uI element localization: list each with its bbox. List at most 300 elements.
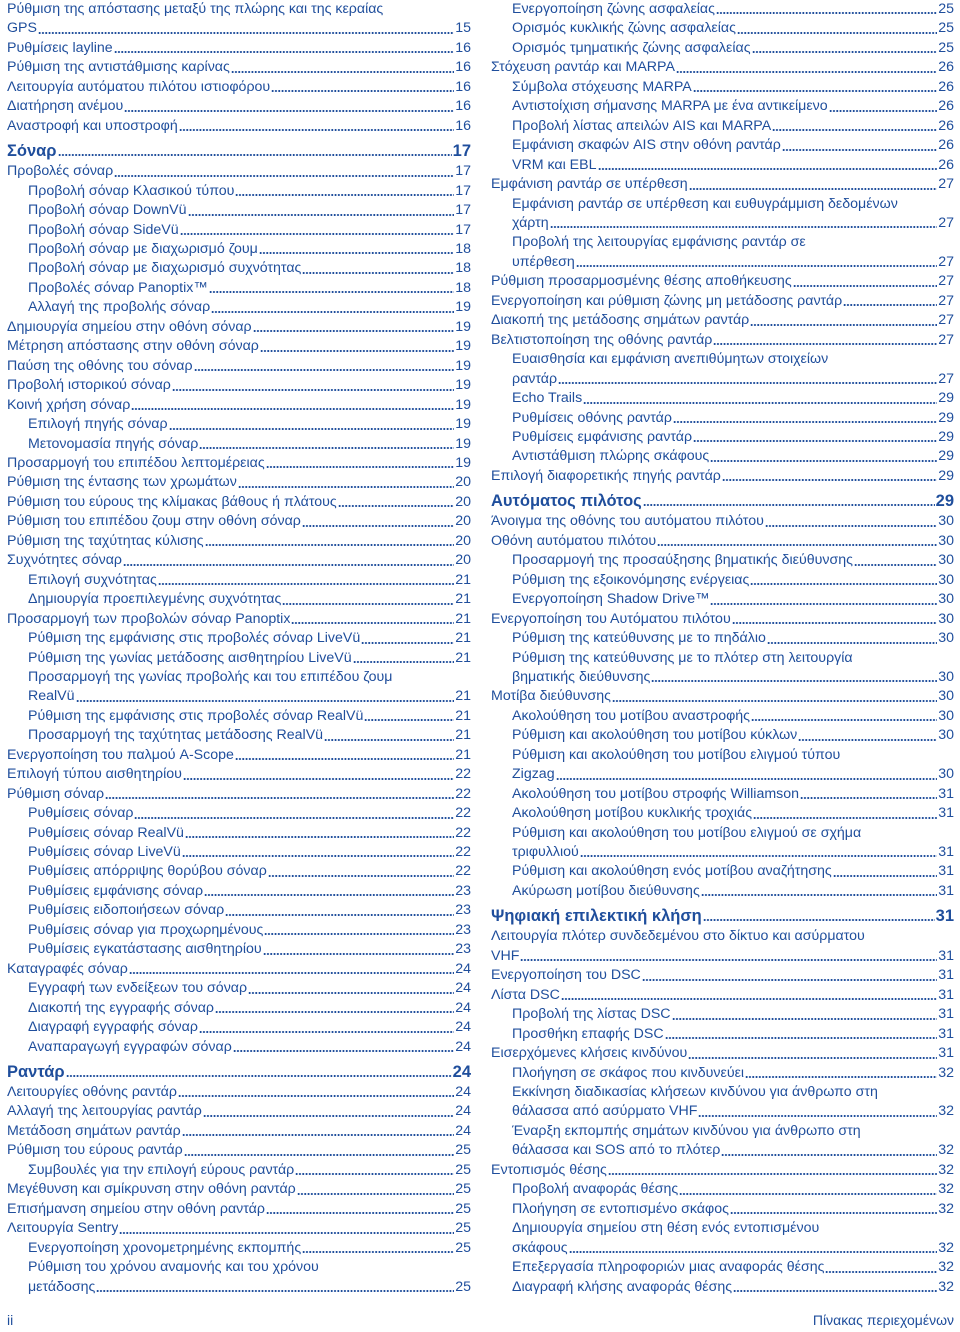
dot-leader bbox=[750, 582, 937, 586]
toc-entry[interactable] bbox=[491, 726, 954, 745]
toc-entry-title: Επιλογή πηγής σόναρ bbox=[28, 416, 168, 433]
toc-page-number: 29 bbox=[938, 467, 954, 484]
toc-entry-title: Προβολή της λειτουργίας εμφάνισης ραντάρ σε bbox=[512, 234, 806, 251]
toc-page-number: 16 bbox=[455, 59, 471, 76]
toc-section-heading[interactable] bbox=[491, 905, 954, 927]
dot-leader bbox=[580, 854, 937, 858]
toc-entry-title: Εμφάνιση ραντάρ σε υπέρθεση και ευθυγράμμιση δεδομένων bbox=[512, 195, 898, 212]
toc-page-number: 32 bbox=[938, 1103, 954, 1120]
toc-entry-title: Προσαρμογή του επιπέδου λεπτομέρειας bbox=[7, 454, 265, 471]
toc-entry[interactable] bbox=[7, 240, 471, 259]
dot-leader bbox=[520, 958, 937, 962]
dot-leader bbox=[235, 193, 454, 197]
toc-entry[interactable] bbox=[491, 986, 954, 1005]
toc-section-title: Ραντάρ bbox=[7, 1063, 65, 1082]
toc-entry[interactable] bbox=[7, 551, 471, 570]
toc-entry[interactable] bbox=[7, 39, 471, 58]
toc-page-number: 31 bbox=[938, 882, 954, 899]
toc-entry[interactable] bbox=[491, 1025, 954, 1044]
toc-entry[interactable] bbox=[7, 318, 471, 337]
toc-entry-title: Ρύθμιση της εμφάνισης στις προβολές σόναρ LiveVü bbox=[28, 630, 361, 647]
toc-entry-title: Παύση της οθόνης του σόναρ bbox=[7, 357, 193, 374]
toc-page-number: 31 bbox=[938, 1025, 954, 1042]
toc-entry[interactable] bbox=[491, 746, 954, 785]
toc-page-number: 31 bbox=[935, 907, 954, 926]
dot-leader bbox=[833, 874, 938, 878]
toc-page-number: 17 bbox=[455, 221, 471, 238]
toc-page-number: 29 bbox=[938, 448, 954, 465]
toc-entry[interactable] bbox=[7, 376, 471, 395]
toc-entry[interactable] bbox=[7, 1180, 471, 1199]
toc-page-number: 27 bbox=[938, 176, 954, 193]
toc-entry-title: Ορισμός κυκλικής ζώνης ασφαλείας bbox=[512, 20, 736, 37]
dot-leader bbox=[76, 699, 455, 703]
dot-leader bbox=[767, 641, 937, 645]
toc-entry-title: χάρτη bbox=[512, 214, 549, 231]
toc-entry-title: Εμφάνιση σκαφών AIS στην οθόνη ραντάρ bbox=[512, 137, 781, 154]
toc-entry[interactable] bbox=[7, 1258, 471, 1297]
toc-entry[interactable] bbox=[491, 389, 954, 408]
toc-entry[interactable] bbox=[7, 921, 471, 940]
toc-entry[interactable] bbox=[7, 435, 471, 454]
toc-entry[interactable] bbox=[7, 182, 471, 201]
toc-entry[interactable] bbox=[7, 862, 471, 881]
toc-entry[interactable] bbox=[7, 629, 471, 648]
toc-entry-title: Συμβουλές για την επιλογή εύρους ραντάρ bbox=[28, 1161, 295, 1178]
toc-entry[interactable] bbox=[7, 0, 471, 39]
toc-entry[interactable] bbox=[491, 136, 954, 155]
toc-entry[interactable] bbox=[7, 843, 471, 862]
toc-entry-title: Μετάδοση σημάτων ραντάρ bbox=[7, 1122, 181, 1139]
toc-page-number: 30 bbox=[938, 532, 954, 549]
dot-leader bbox=[561, 997, 937, 1001]
toc-entry[interactable] bbox=[491, 590, 954, 609]
toc-entry[interactable] bbox=[491, 350, 954, 389]
toc-page-number: 27 bbox=[938, 312, 954, 329]
dot-leader bbox=[608, 1172, 937, 1176]
toc-page-number: 30 bbox=[938, 630, 954, 647]
dot-leader bbox=[693, 89, 937, 93]
dot-leader bbox=[651, 679, 937, 683]
toc-entry[interactable] bbox=[7, 707, 471, 726]
toc-entry[interactable] bbox=[491, 272, 954, 291]
toc-entry[interactable] bbox=[7, 512, 471, 531]
toc-page-number: 20 bbox=[455, 474, 471, 491]
dot-leader bbox=[556, 777, 938, 781]
toc-entry[interactable] bbox=[491, 804, 954, 823]
dot-leader bbox=[194, 368, 455, 372]
toc-entry[interactable] bbox=[491, 1083, 954, 1122]
dot-leader bbox=[569, 1250, 938, 1254]
toc-page-number: 17 bbox=[455, 202, 471, 219]
toc-entry[interactable] bbox=[7, 1102, 471, 1121]
toc-entry-title: Ρύθμιση του εύρους της κλίμακας βάθους ή πλάτους bbox=[7, 493, 337, 510]
toc-entry[interactable] bbox=[7, 571, 471, 590]
dot-leader bbox=[710, 602, 937, 606]
toc-entry[interactable] bbox=[7, 298, 471, 317]
toc-entry-title: Ορισμός τμηματικής ζώνης ασφαλείας bbox=[512, 39, 751, 56]
toc-entry[interactable] bbox=[491, 175, 954, 194]
toc-entry[interactable] bbox=[491, 117, 954, 136]
toc-entry-title: Ρύθμιση της εξοικονόμησης ενέργειας bbox=[512, 571, 750, 588]
toc-page-number: 16 bbox=[455, 39, 471, 56]
toc-entry-title: Ενεργοποίηση του παλμού A-Scope bbox=[7, 746, 234, 763]
toc-entry[interactable] bbox=[7, 201, 471, 220]
toc-page-number: 31 bbox=[938, 1006, 954, 1023]
toc-entry-title: Λειτουργία πλότερ συνδεδεμένου στο δίκτυο και ασύρματου bbox=[491, 928, 865, 945]
dot-leader bbox=[134, 816, 454, 820]
toc-page-number: 25 bbox=[938, 1, 954, 17]
toc-entry-title: Ακολούθηση του μοτίβου στροφής Williamson bbox=[512, 785, 800, 802]
dot-leader bbox=[180, 232, 455, 236]
toc-entry[interactable] bbox=[491, 409, 954, 428]
toc-entry-title: Διακοπή της μετάδοσης σημάτων ραντάρ bbox=[491, 312, 750, 329]
toc-entry[interactable] bbox=[491, 610, 954, 629]
toc-entry-title: Επεξεργασία πληροφοριών μιας αναφοράς θέσης bbox=[512, 1259, 825, 1276]
toc-entry[interactable] bbox=[491, 1161, 954, 1180]
toc-entry-title: Πλοήγηση σε εντοπισμένο σκάφος bbox=[512, 1200, 729, 1217]
toc-entry[interactable] bbox=[7, 999, 471, 1018]
toc-entry-title: Echo Trails bbox=[512, 390, 583, 407]
toc-entry-title: Ενεργοποίηση χρονομετρημένης εκπομπής bbox=[28, 1239, 302, 1256]
dot-leader bbox=[178, 1094, 454, 1098]
toc-entry-title: Κοινή χρήση σόναρ bbox=[7, 396, 131, 413]
toc-entry[interactable] bbox=[7, 590, 471, 609]
dot-leader bbox=[231, 70, 454, 74]
toc-page-number: 16 bbox=[455, 117, 471, 134]
toc-entry[interactable] bbox=[7, 960, 471, 979]
dot-leader bbox=[205, 543, 455, 547]
toc-entry[interactable] bbox=[7, 765, 471, 784]
toc-entry-title: Προβολή σόναρ DownVü bbox=[28, 202, 187, 219]
toc-entry-title: Ενεργοποίηση του DSC bbox=[491, 967, 641, 984]
dot-leader bbox=[338, 504, 454, 508]
dot-leader bbox=[271, 89, 454, 93]
toc-page-number: 24 bbox=[455, 1038, 471, 1055]
dot-leader bbox=[703, 918, 935, 922]
toc-entry[interactable] bbox=[7, 649, 471, 668]
toc-entry[interactable] bbox=[7, 221, 471, 240]
toc-entry-title: Εκκίνηση διαδικασίας κλήσεων κινδύνου για άνθρωπο στη bbox=[512, 1084, 878, 1101]
toc-page-number: 26 bbox=[938, 78, 954, 95]
toc-entry-title: Διαγραφή εγγραφής σόναρ bbox=[28, 1019, 198, 1036]
toc-page-number: 18 bbox=[455, 260, 471, 277]
dot-leader bbox=[264, 932, 454, 936]
toc-page-number: 21 bbox=[455, 727, 471, 744]
toc-entry[interactable] bbox=[491, 195, 954, 234]
toc-entry[interactable] bbox=[491, 1064, 954, 1083]
toc-entry[interactable] bbox=[7, 1200, 471, 1219]
toc-entry-title: Ρύθμιση του εύρους ραντάρ bbox=[7, 1142, 183, 1159]
toc-page-number: 16 bbox=[455, 98, 471, 115]
toc-entry[interactable] bbox=[7, 1018, 471, 1037]
toc-page-number: 26 bbox=[938, 137, 954, 154]
toc-entry[interactable] bbox=[7, 746, 471, 765]
toc-entry[interactable] bbox=[491, 512, 954, 531]
toc-page-number: 21 bbox=[455, 571, 471, 588]
toc-entry[interactable] bbox=[491, 447, 954, 466]
toc-entry[interactable] bbox=[491, 19, 954, 38]
toc-entry-title: Ενεργοποίηση και ρύθμιση ζώνης μη μετάδοσης ραντάρ bbox=[491, 292, 843, 309]
toc-entry[interactable] bbox=[7, 78, 471, 97]
toc-entry[interactable] bbox=[491, 39, 954, 58]
toc-entry-title: GPS bbox=[7, 20, 37, 37]
toc-entry-title: Μέτρηση απόστασης στην οθόνη σόναρ bbox=[7, 338, 259, 355]
toc-entry[interactable] bbox=[7, 1161, 471, 1180]
toc-page-number: 26 bbox=[938, 98, 954, 115]
toc-page-number: 20 bbox=[455, 532, 471, 549]
toc-entry[interactable] bbox=[7, 415, 471, 434]
toc-page-number: 17 bbox=[452, 142, 471, 161]
toc-entry[interactable] bbox=[7, 610, 471, 629]
toc-page-number: 27 bbox=[938, 370, 954, 387]
toc-entry-title: Ρύθμιση της ταχύτητας κύλισης bbox=[7, 532, 204, 549]
toc-entry-title: Δημιουργία προεπιλεγμένης συχνότητας bbox=[28, 591, 282, 608]
toc-entry[interactable] bbox=[7, 668, 471, 707]
toc-page-number: 26 bbox=[938, 117, 954, 134]
dot-leader bbox=[114, 50, 455, 54]
page-footer bbox=[7, 1312, 954, 1328]
toc-entry-title: Ρυθμίσεις σόναρ bbox=[28, 805, 134, 822]
toc-entry[interactable] bbox=[491, 1200, 954, 1219]
toc-entry[interactable] bbox=[491, 532, 954, 551]
toc-entry[interactable] bbox=[491, 78, 954, 97]
toc-entry[interactable] bbox=[7, 279, 471, 298]
dot-leader bbox=[268, 874, 454, 878]
dot-leader bbox=[172, 388, 454, 392]
toc-entry[interactable] bbox=[491, 927, 954, 966]
toc-page-number: 24 bbox=[455, 999, 471, 1016]
toc-entry[interactable] bbox=[7, 117, 471, 136]
toc-page-number: 29 bbox=[938, 409, 954, 426]
toc-entry-title: Ρυθμίσεις εγκατάστασης αισθητηρίου bbox=[28, 941, 262, 958]
toc-entry[interactable] bbox=[7, 97, 471, 116]
toc-entry[interactable] bbox=[491, 551, 954, 570]
toc-section-title: Ψηφιακή επιλεκτική κλήση bbox=[491, 907, 702, 926]
toc-page-number: 31 bbox=[938, 986, 954, 1003]
dot-leader bbox=[750, 323, 937, 327]
toc-entry-title: Ενεργοποίηση ζώνης ασφαλείας bbox=[512, 1, 715, 17]
toc-entry-title: Μετονομασία πηγής σόναρ bbox=[28, 435, 199, 452]
toc-entry-title: Ρύθμιση της αντιστάθμισης καρίνας bbox=[7, 59, 230, 76]
toc-entry[interactable] bbox=[491, 97, 954, 116]
dot-leader bbox=[679, 1192, 937, 1196]
toc-page-number: 19 bbox=[455, 454, 471, 471]
toc-entry[interactable] bbox=[7, 396, 471, 415]
dot-leader bbox=[689, 187, 938, 191]
toc-entry[interactable] bbox=[7, 824, 471, 843]
toc-entry-title: Αλλαγή της προβολής σόναρ bbox=[28, 299, 211, 316]
toc-entry[interactable] bbox=[491, 156, 954, 175]
toc-entry-title: Προβολή της λίστας DSC bbox=[512, 1006, 671, 1023]
toc-entry[interactable] bbox=[491, 966, 954, 985]
toc-page-number: 20 bbox=[455, 493, 471, 510]
toc-page-number: 18 bbox=[455, 279, 471, 296]
dot-leader bbox=[753, 816, 937, 820]
dot-leader bbox=[825, 1270, 937, 1274]
toc-entry[interactable] bbox=[7, 882, 471, 901]
toc-page-number: 30 bbox=[938, 668, 954, 685]
toc-entry-title: Άνοιγμα της οθόνης του αυτόματου πιλότου bbox=[491, 513, 764, 530]
toc-entry-title: Αντιστάθμιση πλώρης σκάφους bbox=[512, 448, 710, 465]
toc-entry[interactable] bbox=[7, 1239, 471, 1258]
dot-leader bbox=[772, 128, 937, 132]
toc-entry-title: Αντιστοίχιση σήμανσης MARPA με ένα αντικείμενο bbox=[512, 98, 828, 115]
dot-leader bbox=[204, 893, 454, 897]
toc-entry-title: Επισήμανση σημείου στην οθόνη ραντάρ bbox=[7, 1200, 265, 1217]
toc-entry[interactable] bbox=[491, 862, 954, 881]
toc-page-number: 26 bbox=[938, 59, 954, 76]
toc-page-number: 31 bbox=[938, 1045, 954, 1062]
toc-entry[interactable] bbox=[491, 233, 954, 272]
toc-entry[interactable] bbox=[491, 824, 954, 863]
toc-entry[interactable] bbox=[491, 687, 954, 706]
toc-entry-title: Ρύθμιση της κατεύθυνσης με το πλότερ στη λειτουργία bbox=[512, 649, 853, 666]
toc-section-heading[interactable] bbox=[7, 140, 471, 162]
toc-page-number: 15 bbox=[455, 20, 471, 37]
toc-entry[interactable] bbox=[491, 311, 954, 330]
toc-entry[interactable] bbox=[491, 331, 954, 350]
toc-entry[interactable] bbox=[7, 901, 471, 920]
dot-leader bbox=[185, 835, 454, 839]
dot-leader bbox=[698, 1114, 937, 1118]
dot-leader bbox=[751, 718, 937, 722]
dot-leader bbox=[642, 978, 937, 982]
toc-entry[interactable] bbox=[7, 1038, 471, 1057]
toc-entry[interactable] bbox=[7, 493, 471, 512]
toc-entry-title: Συχνότητες σόναρ bbox=[7, 552, 122, 569]
toc-page-number: 17 bbox=[455, 182, 471, 199]
toc-page-number: 29 bbox=[938, 390, 954, 407]
dot-leader bbox=[291, 621, 454, 625]
dot-leader bbox=[295, 1172, 454, 1176]
toc-entry[interactable] bbox=[7, 1141, 471, 1160]
toc-entry[interactable] bbox=[491, 629, 954, 648]
toc-entry[interactable] bbox=[491, 292, 954, 311]
toc-entry[interactable] bbox=[491, 1180, 954, 1199]
toc-entry-title: θάλασσα και SOS από το πλότερ bbox=[512, 1142, 721, 1159]
toc-entry[interactable] bbox=[491, 649, 954, 688]
toc-page-number: 21 bbox=[455, 746, 471, 763]
dot-leader bbox=[158, 582, 454, 586]
toc-section-heading[interactable] bbox=[7, 1061, 471, 1083]
toc-section-title: Αυτόματος πιλότος bbox=[491, 492, 642, 511]
toc-entry[interactable] bbox=[7, 337, 471, 356]
toc-entry[interactable] bbox=[7, 940, 471, 959]
toc-entry-title: Προβολή αναφοράς θέσης bbox=[512, 1181, 679, 1198]
toc-entry[interactable] bbox=[7, 162, 471, 181]
toc-entry-title: σκάφους bbox=[512, 1239, 568, 1256]
dot-leader bbox=[733, 1289, 937, 1293]
toc-entry[interactable] bbox=[7, 785, 471, 804]
toc-page-number: 24 bbox=[455, 1084, 471, 1101]
dot-leader bbox=[238, 485, 454, 489]
toc-entry[interactable] bbox=[491, 428, 954, 447]
toc-entry[interactable] bbox=[491, 1258, 954, 1277]
toc-entry[interactable] bbox=[7, 473, 471, 492]
dot-leader bbox=[199, 446, 454, 450]
toc-entry-title: Μοτίβα διεύθυνσης bbox=[491, 688, 611, 705]
toc-page-number: 25 bbox=[455, 1200, 471, 1217]
toc-entry-title: βηματικής διεύθυνσης bbox=[512, 668, 651, 685]
toc-entry[interactable] bbox=[491, 882, 954, 901]
dot-leader bbox=[361, 641, 454, 645]
toc-entry-title: VRM και EBL bbox=[512, 156, 597, 173]
toc-entry[interactable] bbox=[7, 58, 471, 77]
toc-entry[interactable] bbox=[491, 467, 954, 486]
toc-entry-title: Ρύθμιση της απόστασης μεταξύ της πλώρης και της κεραίας bbox=[7, 1, 384, 17]
toc-entry[interactable] bbox=[491, 785, 954, 804]
dot-leader bbox=[353, 660, 455, 664]
toc-entry[interactable] bbox=[7, 1219, 471, 1238]
dot-leader bbox=[558, 381, 937, 385]
toc-entry[interactable] bbox=[7, 1083, 471, 1102]
dot-leader bbox=[701, 893, 937, 897]
toc-entry-title: Αλλαγή της λειτουργίας ραντάρ bbox=[7, 1103, 202, 1120]
toc-entry-title: Πλοήγηση σε σκάφος που κινδυνεύει bbox=[512, 1064, 745, 1081]
dot-leader bbox=[688, 1056, 937, 1060]
toc-entry-title: θάλασσα από ασύρματο VHF bbox=[512, 1103, 698, 1120]
dot-leader bbox=[752, 50, 938, 54]
toc-entry[interactable] bbox=[491, 58, 954, 77]
dot-leader bbox=[266, 1211, 454, 1215]
toc-page-number: 24 bbox=[452, 1063, 471, 1082]
toc-entry[interactable] bbox=[7, 454, 471, 473]
toc-entry[interactable] bbox=[491, 707, 954, 726]
toc-right-column bbox=[491, 0, 954, 1297]
toc-entry[interactable] bbox=[491, 1219, 954, 1258]
toc-left-column bbox=[7, 0, 471, 1297]
toc-entry[interactable] bbox=[491, 0, 954, 19]
dot-leader bbox=[233, 1049, 454, 1053]
dot-leader bbox=[782, 148, 937, 152]
toc-page-number: 31 bbox=[938, 805, 954, 822]
toc-entry[interactable] bbox=[491, 1278, 954, 1297]
toc-entry-title: Καταγραφές σόναρ bbox=[7, 960, 128, 977]
toc-page-number: 32 bbox=[938, 1200, 954, 1217]
toc-entry[interactable] bbox=[7, 979, 471, 998]
toc-entry-title: Ρύθμιση σόναρ bbox=[7, 785, 105, 802]
toc-entry[interactable] bbox=[7, 532, 471, 551]
toc-page-number: 31 bbox=[938, 785, 954, 802]
toc-page-number: 27 bbox=[938, 292, 954, 309]
toc-entry[interactable] bbox=[491, 571, 954, 590]
toc-entry[interactable] bbox=[491, 1005, 954, 1024]
toc-entry[interactable] bbox=[7, 1122, 471, 1141]
toc-page-number: 32 bbox=[938, 1161, 954, 1178]
toc-entry[interactable] bbox=[7, 804, 471, 823]
toc-section-heading[interactable] bbox=[491, 490, 954, 512]
toc-page-number: 32 bbox=[938, 1239, 954, 1256]
toc-page-number: 24 bbox=[455, 980, 471, 997]
toc-entry[interactable] bbox=[491, 1044, 954, 1063]
toc-entry-title: Διακοπή της εγγραφής σόναρ bbox=[28, 999, 215, 1016]
toc-entry[interactable] bbox=[7, 259, 471, 278]
toc-entry-title: Προσαρμογή της ταχύτητας μετάδοσης RealVü bbox=[28, 727, 324, 744]
toc-page-number: 19 bbox=[455, 396, 471, 413]
toc-entry-title: Προβολές σόναρ Panoptix™ bbox=[28, 279, 208, 296]
toc-entry-title: Ρύθμιση της κατεύθυνσης με το πηδάλιο bbox=[512, 630, 766, 647]
dot-leader bbox=[302, 271, 454, 275]
toc-page-number: 23 bbox=[455, 941, 471, 958]
dot-leader bbox=[730, 1211, 937, 1215]
dot-leader bbox=[253, 329, 455, 333]
toc-page-number: 31 bbox=[938, 863, 954, 880]
toc-entry[interactable] bbox=[7, 726, 471, 745]
toc-entry-title: Ρύθμιση και ακολούθηση του μοτίβου ελιγμού σε σχήμα bbox=[512, 824, 862, 841]
toc-entry[interactable] bbox=[491, 1122, 954, 1161]
toc-entry[interactable] bbox=[7, 357, 471, 376]
